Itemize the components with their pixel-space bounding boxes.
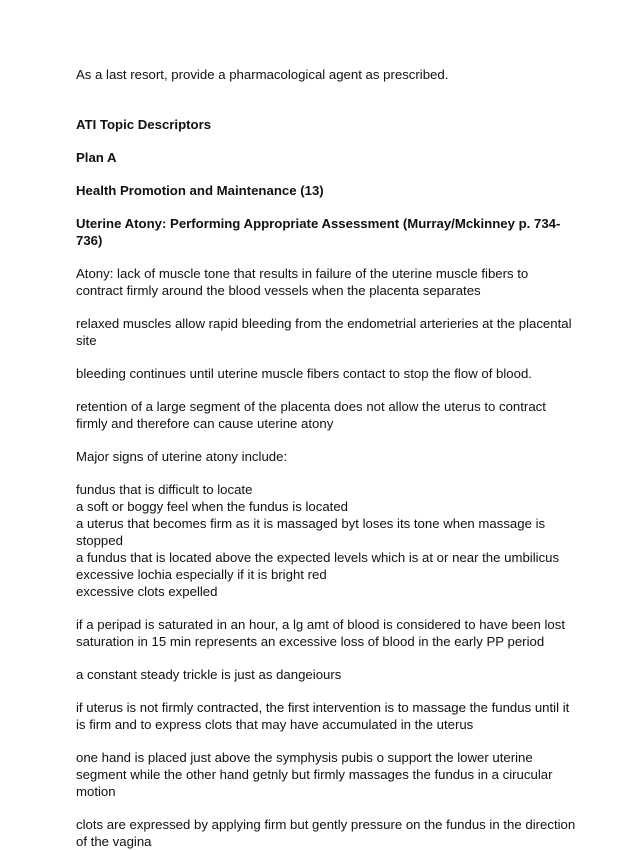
paragraph-massage-fundus: if uterus is not firmly contracted, the first intervention is to massage the fundus until it is firm and to express clots that may have accumulated in the uterus [76,700,570,732]
paragraph-relaxed-muscles: relaxed muscles allow rapid bleeding from the endometrial arterieries at the placental site [76,316,572,348]
document-page [76,66,576,850]
sign-item: a uterus that becomes firm as it is massaged byt loses its tone when massage is stopped [76,516,546,548]
intro-paragraph: As a last resort, provide a pharmacological agent as prescribed. [76,67,449,82]
paragraph-peripad-saturation: if a peripad is saturated in an hour, a lg amt of blood is considered to have been lost saturation in 15 min represents an excessive loss of blood in the early PP period [76,617,565,649]
paragraph-bleeding-continues: bleeding continues until uterine muscle fibers contact to stop the flow of blood. [76,366,532,381]
sign-item: fundus that is difficult to locate [76,482,253,497]
heading-health-promotion: Health Promotion and Maintenance (13) [76,183,324,198]
sign-item: a fundus that is located above the expected levels which is at or near the umbilicus [76,550,560,565]
signs-list [76,481,576,600]
paragraph-clots-expressed: clots are expressed by applying firm but gently pressure on the fundus in the direction of the vagina [76,817,576,849]
paragraph-retention-placenta: retention of a large segment of the placenta does not allow the uterus to contract firmly and therefore can cause uterine atony [76,399,546,431]
heading-plan-a: Plan A [76,150,117,165]
paragraph-atony-definition: Atony: lack of muscle tone that results in failure of the uterine muscle fibers to contract firmly around the blood vessels when the placenta separates [76,266,529,298]
sign-item: a soft or boggy feel when the fundus is located [76,499,348,514]
sign-item: excessive lochia especially if it is bright red [76,567,327,582]
heading-uterine-atony: Uterine Atony: Performing Appropriate Assessment (Murray/Mckinney p. 734-736) [76,216,561,248]
paragraph-major-signs: Major signs of uterine atony include: [76,449,288,464]
paragraph-hand-placement: one hand is placed just above the symphysis pubis o support the lower uterine segment while the other hand getnly but firmly massages the fundus in a cirucular motion [76,750,553,799]
paragraph-steady-trickle: a constant steady trickle is just as dangeiours [76,667,342,682]
sign-item: excessive clots expelled [76,584,218,599]
heading-ati-topic-descriptors: ATI Topic Descriptors [76,117,212,132]
